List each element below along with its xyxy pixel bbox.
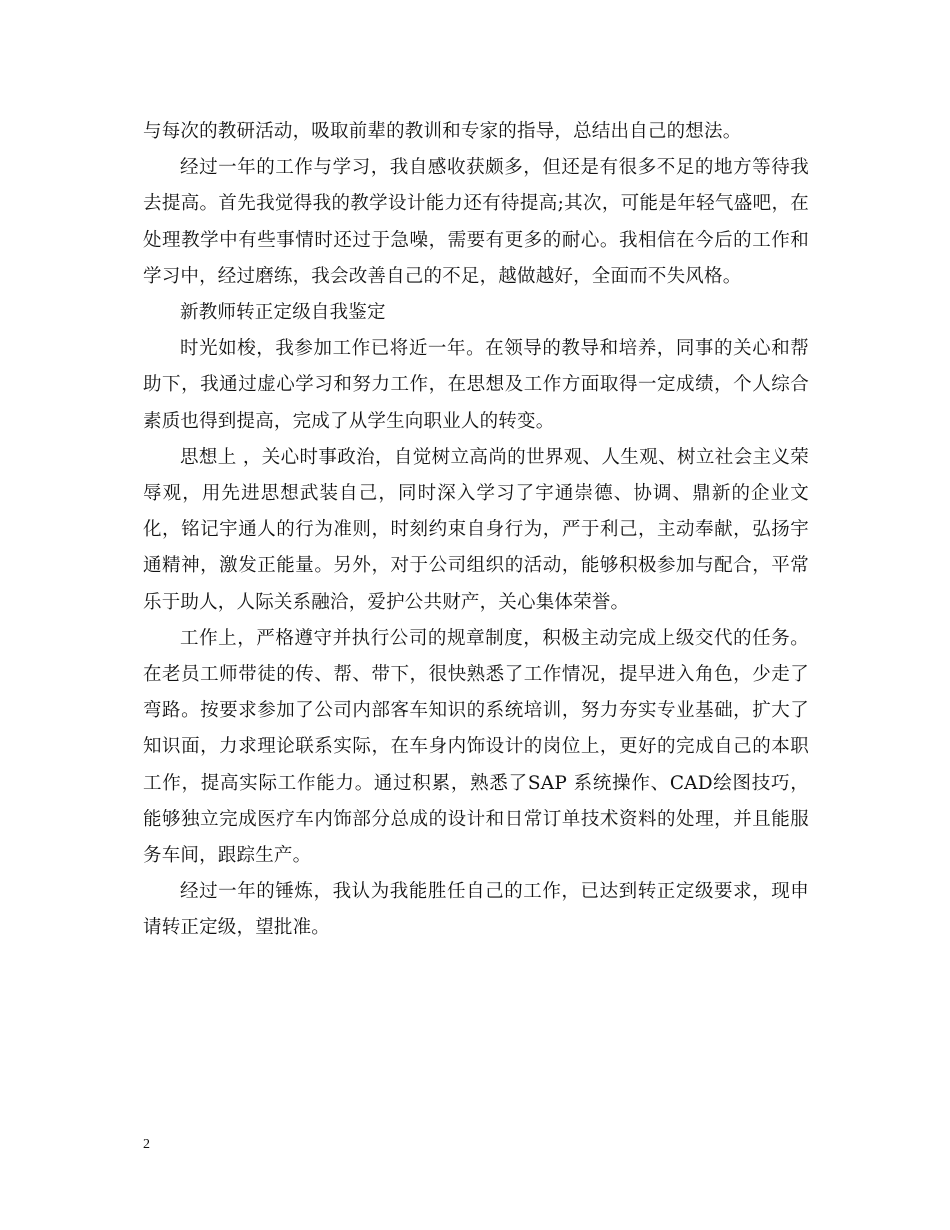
- paragraph-1: 与每次的教研活动，吸取前辈的教训和专家的指导，总结出自己的想法。: [143, 121, 742, 142]
- paragraph-2: 经过一年的工作与学习，我自感收获颇多，但还是有很多不足的地方等待我去提高。首先我觉得我的教学设计能力还有待提高;其次，可能是年轻气盛吧，在处理教学中有些事情时还过于急噪，需要有更多的耐心。我相信在今后的工作和学习中，经过磨练，我会改善自己的不足，越做越好，全面而不失风格。: [143, 157, 809, 287]
- paragraph-5: 工作上，严格遵守并执行公司的规章制度，积极主动完成上级交代的任务。在老员工师带徒的传、帮、带下，很快熟悉了工作情况，提早进入角色，少走了弯路。按要求参加了公司内部客车知识的系统培训，努力夯实专业基础，扩大了知识面，力求理论联系实际，在车身内饰设计的岗位上，更好的完成自己的本职工作，提高实际工作能力。通过积累，熟悉了SAP 系统操作、CAD绘图技巧，能够独立完成医疗车内饰部分总成的设计和日常订单技术资料的处理，并且能服务车间，跟踪生产。: [143, 627, 809, 867]
- paragraph-4: 思想上 ，关心时事政治，自觉树立高尚的世界观、人生观、树立社会主义荣辱观，用先进思想武装自己，同时深入学习了宇通崇德、协调、鼎新的企业文化，铭记宇通人的行为准则，时刻约束自身行为，严于利己，主动奉献，弘扬宇通精神，激发正能量。另外，对于公司组织的活动，能够积极参加与配合，平常乐于助人，人际关系融洽，爱护公共财产，关心集体荣誉。: [143, 446, 809, 613]
- section-title: 新教师转正定级自我鉴定: [180, 302, 386, 324]
- document-body: [143, 114, 809, 947]
- paragraph-3: 时光如梭，我参加工作已将近一年。在领导的教导和培养，同事的关心和帮助下，我通过虚心学习和努力工作，在思想及工作方面取得一定成绩，个人综合素质也得到提高，完成了从学生向职业人的转变。: [143, 338, 809, 432]
- paragraph-6: 经过一年的锤炼，我认为我能胜任自己的工作，已达到转正定级要求，现申请转正定级，望批准。: [143, 881, 809, 939]
- page-number: 2: [143, 1137, 150, 1152]
